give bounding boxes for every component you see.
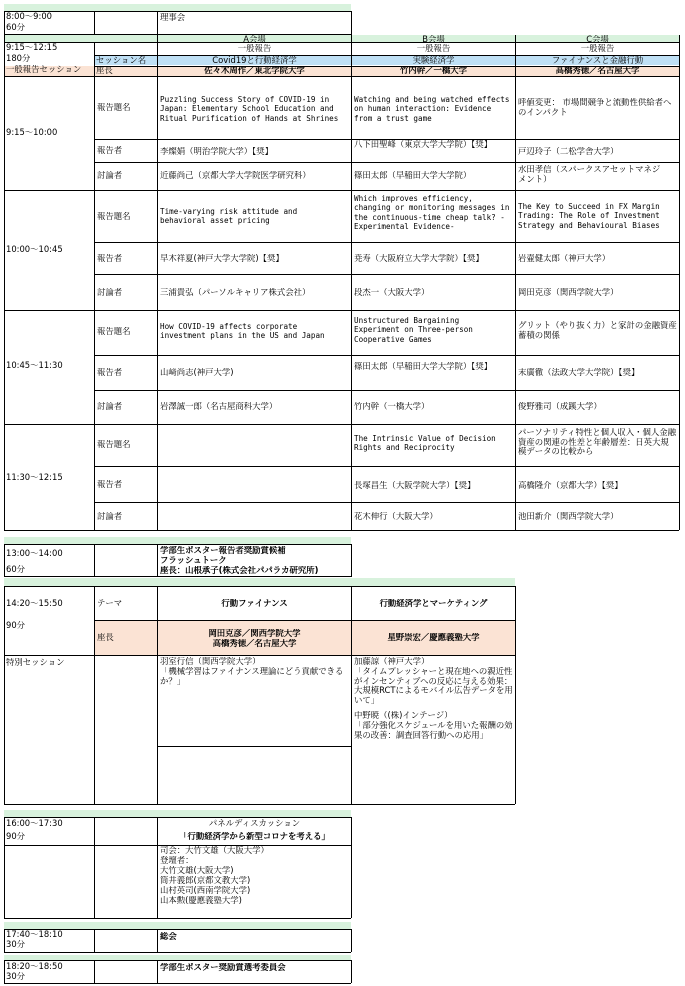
slot2-a-title: Time-varying risk attitude and behavioral asset pricing — [160, 207, 298, 226]
venue-a: A会場 — [243, 35, 266, 44]
slot3-presenter-label: 報告者 — [97, 368, 123, 377]
slot1-a-discussant: 近藤尚己（京都大学大学院医学研究科） — [160, 171, 311, 180]
slot3-a-discussant: 岩澤誠一郎（名古屋商科大学） — [160, 402, 278, 411]
slot3-a-presenter: 山﨑尚志(神戸大学) — [160, 368, 234, 377]
special-a-talk-speaker: 羽室行信（関西学院大学） — [160, 657, 261, 666]
slot2-time: 10:00～10:45 — [6, 245, 63, 254]
slot3-b-presenter: 篠田太郎（早稲田大学大学院）【奨】 — [354, 362, 493, 371]
panel-duration: 90分 — [6, 832, 26, 841]
slot2-c-presenter: 岩壷健太郎（神戸大学） — [518, 254, 611, 263]
poster-committee-title: 学部生ポスター奨励賞選考委員会 — [160, 963, 286, 972]
venue-c: C会場 — [586, 35, 609, 44]
slot1-c-presenter: 戸辺玲子（二松学舎大学） — [518, 147, 619, 156]
slot1-b-title: Watching and being watched effects on human interaction: Evidence from a trust game — [354, 95, 510, 123]
slot1-c-discussant: 水田孝信（スパークスアセットマネジメント） — [518, 165, 661, 184]
slot3-b-discussant: 竹内幹（一橋大学） — [354, 402, 430, 411]
general-meeting-time: 17:40～18:10 — [6, 930, 63, 939]
panel-subtitle: 「行動経済学から新型コロナを考える」 — [179, 832, 330, 841]
special-b-talk2-title: 「部分強化スケジュールを用いた報酬の効果の改善：調査回答行動への応用」 — [354, 721, 513, 740]
slot4-time: 11:30～12:15 — [6, 473, 63, 482]
special-a-chair1: 岡田克彦／関西学院大学 — [208, 629, 301, 638]
slot3-b-title: Unstructured Bargaining Experiment on Three-person Cooperative Games — [354, 316, 473, 344]
panel-speaker-4: 山本勲(慶應義塾大学) — [160, 896, 242, 905]
slot2-b-title: Which improves efficiency, changing or monitoring messages in the continuous-time cheap talk? -Experimental Evidence- — [354, 194, 510, 232]
special-b-chair: 星野崇宏／慶應義塾大学 — [387, 633, 480, 642]
venue-a-session: Covid19と行動経済学 — [212, 56, 297, 65]
slot3-c-title: グリット（やり抜く力）と家計の金融資産蓄積の関係 — [518, 321, 677, 340]
special-b-talk1-title: 「タイムプレッシャーと現在地への親近性がインセンティブへの反応に与える効果：大規模RCTによるモバイル広告データを用いて」 — [354, 667, 513, 705]
venue-c-session: ファイナンスと金融行動 — [551, 56, 644, 65]
slot1-presenter-label: 報告者 — [97, 146, 123, 155]
col-session-name: セッション名 — [96, 56, 147, 65]
slot4-b-presenter: 長塚昌生（大阪学院大学）【奨】 — [354, 481, 476, 490]
slot3-a-title: How COVID-19 affects corporate investment plans in the US and Japan — [160, 322, 325, 341]
special-a-talk-title: 「機械学習はファイナンス理論にどう貢献できるか？」 — [160, 667, 344, 686]
special-b-theme: 行動経済学とマーケティング — [379, 599, 488, 608]
venue-b-chair: 竹内幹／一橋大学 — [400, 66, 467, 75]
slot3-discussant-label: 討論者 — [97, 402, 123, 411]
slot2-title-label: 報告題名 — [97, 212, 131, 221]
slot4-title-label: 報告題名 — [97, 440, 131, 449]
panel-speaker-1: 大竹文雄(大阪大学) — [160, 866, 234, 875]
poster-flash-line2: フラッシュトーク — [160, 556, 227, 565]
panel-moderator: 司会：大竹文雄（大阪大学） — [160, 846, 269, 855]
slot1-c-title: 呼値変更： 市場間競争と流動性供給者へのインパクト — [518, 98, 672, 117]
slot3-time: 10:45～11:30 — [6, 361, 63, 370]
poster-committee-time: 18:20～18:50 — [6, 962, 63, 971]
col-chair: 座長 — [96, 66, 113, 75]
board-time: 8:00～9:00 — [6, 12, 52, 21]
venue-c-type: 一般報告 — [580, 44, 615, 53]
panel-time: 16:00～17:30 — [6, 819, 63, 828]
poster-flash-line1: 学部生ポスター報告者奨励賞候補 — [160, 546, 286, 555]
col-theme: テーマ — [97, 599, 123, 608]
slot3-c-discussant: 俊野雅司（成蹊大学） — [518, 402, 602, 411]
slot2-b-discussant: 段杰一（大阪大学） — [354, 288, 430, 297]
slot1-time: 9:15～10:00 — [6, 128, 58, 137]
panel-speaker-2: 筒井義郎(京都文教大学) — [160, 876, 251, 885]
special-b-talk2-speaker: 中野暁（(株)インテージ） — [354, 711, 453, 720]
general-meeting-duration: 30分 — [6, 940, 26, 949]
slot2-discussant-label: 討論者 — [97, 288, 123, 297]
general-meeting-title: 総会 — [160, 932, 177, 941]
slot3-title-label: 報告題名 — [97, 327, 131, 336]
venue-c-chair: 高橋秀徳／名古屋大学 — [555, 66, 640, 75]
venue-a-type: 一般報告 — [237, 44, 272, 53]
special-label: 特別セッション — [6, 658, 65, 667]
slot2-c-title: The Key to Succeed in FX Margin Trading: The Role of Investment Strategy and Behavioural Biases — [518, 202, 660, 230]
poster-flash-line3: 座長：山根承子(株式会社パパラカ研究所) — [160, 566, 319, 575]
venue-b-session: 実験経済学 — [412, 56, 455, 65]
slot4-c-presenter: 高橋隆介（京都大学）【奨】 — [518, 481, 623, 490]
general-duration: 180分 — [6, 54, 31, 63]
slot1-discussant-label: 討論者 — [97, 171, 123, 180]
poster-flash-duration: 60分 — [6, 565, 26, 574]
slot1-b-discussant: 篠田太郎（早稲田大学大学院） — [354, 171, 472, 180]
special-b-talk1-speaker: 加藤諒（神戸大学） — [354, 657, 430, 666]
special-duration: 90分 — [6, 621, 26, 630]
slot1-b-presenter: 八下田聖峰（東京大学大学院）【奨】 — [354, 140, 493, 149]
slot2-a-presenter: 早木祥夏(神戸大学大学院)【奨】 — [160, 254, 284, 263]
slot4-presenter-label: 報告者 — [97, 480, 123, 489]
general-time: 9:15～12:15 — [6, 43, 58, 52]
slot2-c-discussant: 岡田克彦（関西学院大学） — [518, 288, 619, 297]
venue-b-type: 一般報告 — [416, 44, 451, 53]
board-duration: 60分 — [6, 23, 26, 32]
slot2-b-presenter: 尭寿（大阪府立大学大学院）【奨】 — [354, 254, 484, 263]
special-a-theme: 行動ファイナンス — [221, 599, 288, 608]
panel-speaker-3: 山村英司(西南学院大学) — [160, 886, 251, 895]
special-col-chair: 座長 — [97, 633, 114, 642]
slot3-c-presenter: 末廣徹（法政大学大学院）【奨】 — [518, 368, 640, 377]
slot1-a-presenter: 李燦娟（明治学院大学）【奨】 — [160, 147, 274, 156]
board-title: 理事会 — [160, 13, 186, 22]
slot4-b-discussant: 花木伸行（大阪大学） — [354, 512, 438, 521]
venue-b: B会場 — [422, 35, 445, 44]
poster-committee-duration: 30分 — [6, 972, 26, 981]
panel-title: パネルディスカッション — [208, 819, 301, 828]
venue-a-chair: 佐々木周作／東北学院大学 — [204, 66, 305, 75]
special-a-chair2: 高橋秀徳／名古屋大学 — [212, 639, 297, 648]
slot4-discussant-label: 討論者 — [97, 512, 123, 521]
slot4-b-title: The Intrinsic Value of Decision Rights and Reciprocity — [354, 434, 496, 453]
poster-flash-time: 13:00～14:00 — [6, 549, 63, 558]
slot1-a-title: Puzzling Success Story of COVID-19 in Japan: Elementary School Education and Ritual Purification of Hands at Shrines — [160, 95, 339, 123]
slot2-presenter-label: 報告者 — [97, 254, 123, 263]
general-label: 一般報告セッション — [6, 65, 82, 74]
panel-speakers-label: 登壇者： — [160, 856, 194, 865]
slot4-c-discussant: 池田新介（関西学院大学） — [518, 512, 619, 521]
slot2-a-discussant: 三浦貴弘（パーソルキャリア株式会社） — [160, 288, 311, 297]
slot1-title-label: 報告題名 — [97, 103, 131, 112]
special-time: 14:20～15:50 — [6, 599, 63, 608]
slot4-c-title: パーソナリティ特性と個人収入・個人金融資産の関連の性差と年齢層差：日英大規模データの比較から — [518, 428, 676, 457]
